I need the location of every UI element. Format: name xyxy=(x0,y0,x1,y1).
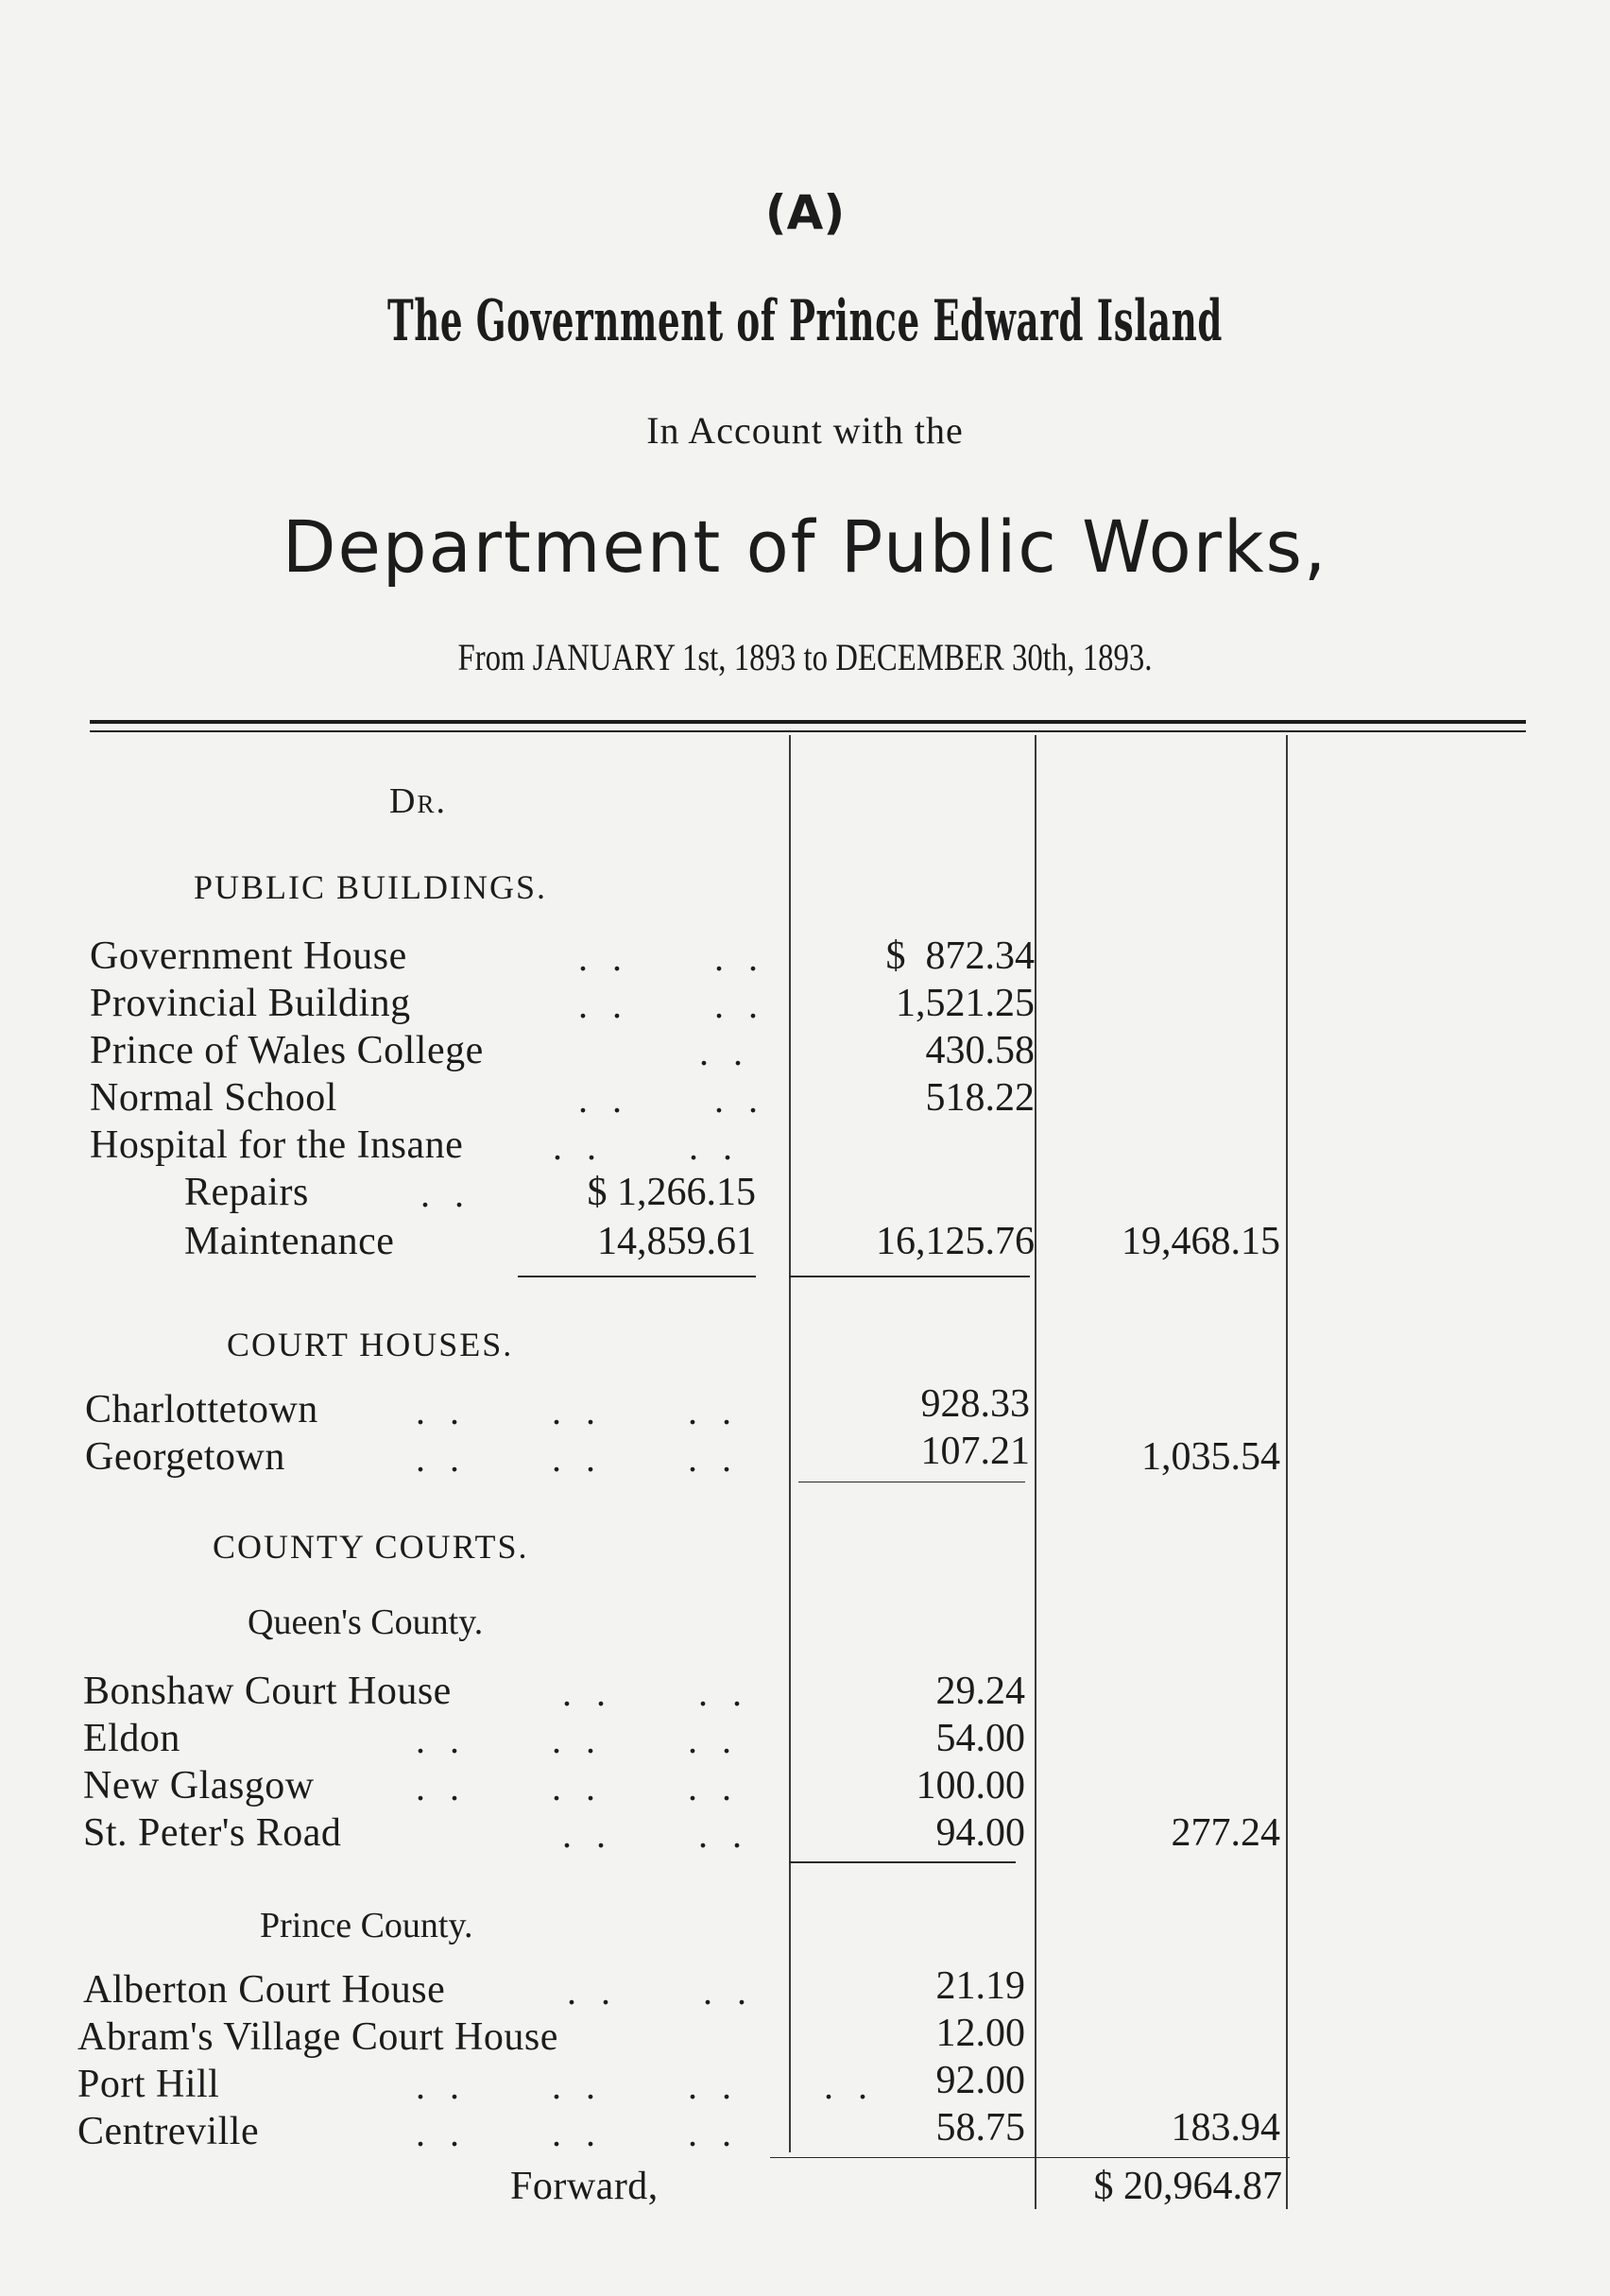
line-item-label: Georgetown xyxy=(85,1435,285,1479)
line-item-label: Hospital for the Insane xyxy=(90,1123,464,1167)
line-item-amount: 518.22 xyxy=(925,1076,1035,1120)
leader-dots: . . xyxy=(699,1031,750,1073)
forward-label: Forward, xyxy=(510,2165,659,2208)
leader-dots: . . xyxy=(420,1173,471,1215)
subsection-heading-queens-county: Queen's County. xyxy=(248,1602,484,1642)
subtotal-underline xyxy=(518,1276,756,1277)
line-item-label: Charlottetown xyxy=(85,1388,318,1431)
line-item-label: Provincial Building xyxy=(90,982,411,1025)
leader-dots: . . . . xyxy=(562,1813,749,1856)
sub-item-label: Maintenance xyxy=(184,1220,395,1263)
line-item-amount: 92.00 xyxy=(935,2059,1025,2102)
section-heading-county-courts: COUNTY COURTS. xyxy=(213,1528,529,1566)
leader-dots: . . . . . . xyxy=(416,1719,739,1761)
leader-dots: . . . . . . . . xyxy=(416,2065,875,2107)
sub-item-label: Repairs xyxy=(184,1171,309,1214)
leader-dots: . . . . . . xyxy=(416,1437,739,1480)
leader-dots: . . . . . . xyxy=(416,1766,739,1808)
subtotal-underline xyxy=(789,1861,1016,1863)
account-with-line: In Account with the xyxy=(646,409,964,452)
government-title: The Government of Prince Edward Island xyxy=(386,288,1224,354)
column-line-1 xyxy=(789,735,791,2152)
subtotal-underline xyxy=(789,1276,1030,1277)
line-item-amount: 12.00 xyxy=(935,2012,1025,2055)
leader-dots: . . . . . . xyxy=(416,1390,739,1432)
line-item-amount: 21.19 xyxy=(935,1964,1025,2008)
line-item-label: Port Hill xyxy=(77,2063,220,2106)
line-item-amount: 94.00 xyxy=(935,1811,1025,1855)
section-heading-public-buildings: PUBLIC BUILDINGS. xyxy=(194,868,548,906)
line-item-label: Alberton Court House xyxy=(83,1968,446,2012)
leader-dots: . . . . xyxy=(578,1078,765,1121)
sub-item-amount: $ 1,266.15 xyxy=(587,1171,756,1214)
line-item-label: Prince of Wales College xyxy=(90,1029,484,1072)
leader-dots: . . . . xyxy=(562,1671,749,1714)
line-item-label: Abram's Village Court House xyxy=(77,2015,558,2059)
line-item-amount: 430.58 xyxy=(925,1029,1035,1072)
leader-dots: . . . . xyxy=(553,1125,740,1168)
section-total-amount: 1,035.54 xyxy=(1141,1435,1280,1479)
leader-dots: . . . . . . xyxy=(416,2112,739,2154)
section-total-amount: 183.94 xyxy=(1171,2106,1280,2150)
line-item-amount: 100.00 xyxy=(916,1764,1025,1808)
forward-underline xyxy=(770,2157,1290,2158)
line-item-amount: 928.33 xyxy=(920,1382,1030,1426)
top-rule-thick xyxy=(90,720,1526,724)
section-total-amount: 277.24 xyxy=(1171,1811,1280,1855)
line-item-amount: 1,521.25 xyxy=(896,982,1035,1025)
forward-amount: $ 20,964.87 xyxy=(1093,2165,1282,2208)
sub-item-amount: 14,859.61 xyxy=(597,1220,756,1263)
subsection-heading-prince-county: Prince County. xyxy=(260,1906,473,1945)
line-item-label: Centreville xyxy=(77,2110,260,2153)
section-heading-court-houses: COURT HOUSES. xyxy=(227,1326,514,1363)
line-item-label: Bonshaw Court House xyxy=(83,1670,452,1713)
line-item-label: New Glasgow xyxy=(83,1764,315,1808)
line-item-amount: 29.24 xyxy=(935,1670,1025,1713)
leader-dots: . . . . xyxy=(578,936,765,979)
leader-dots: . . . . xyxy=(578,984,765,1026)
period-line: From JANUARY 1st, 1893 to DECEMBER 30th, 1893. xyxy=(457,636,1153,678)
line-item-label: Eldon xyxy=(83,1717,180,1760)
top-rule-thin xyxy=(90,730,1526,732)
department-title: Department of Public Works, xyxy=(282,505,1328,589)
line-item-label: Government House xyxy=(90,934,407,978)
line-item-label: St. Peter's Road xyxy=(83,1811,342,1855)
column-line-3 xyxy=(1286,735,1288,2209)
line-item-amount: 107.21 xyxy=(920,1430,1030,1473)
debit-label: Dr. xyxy=(389,781,447,821)
line-item-amount: 54.00 xyxy=(935,1717,1025,1760)
line-item-label: Normal School xyxy=(90,1076,337,1120)
column-line-2 xyxy=(1035,735,1036,2209)
section-total-amount: 19,468.15 xyxy=(1122,1220,1280,1263)
hospital-total-amount: 16,125.76 xyxy=(876,1220,1035,1263)
line-item-amount: 58.75 xyxy=(935,2106,1025,2150)
leader-dots: . . . . xyxy=(567,1970,754,2013)
line-item-amount: $ 872.34 xyxy=(885,934,1035,978)
schedule-letter: (A) xyxy=(764,185,846,240)
